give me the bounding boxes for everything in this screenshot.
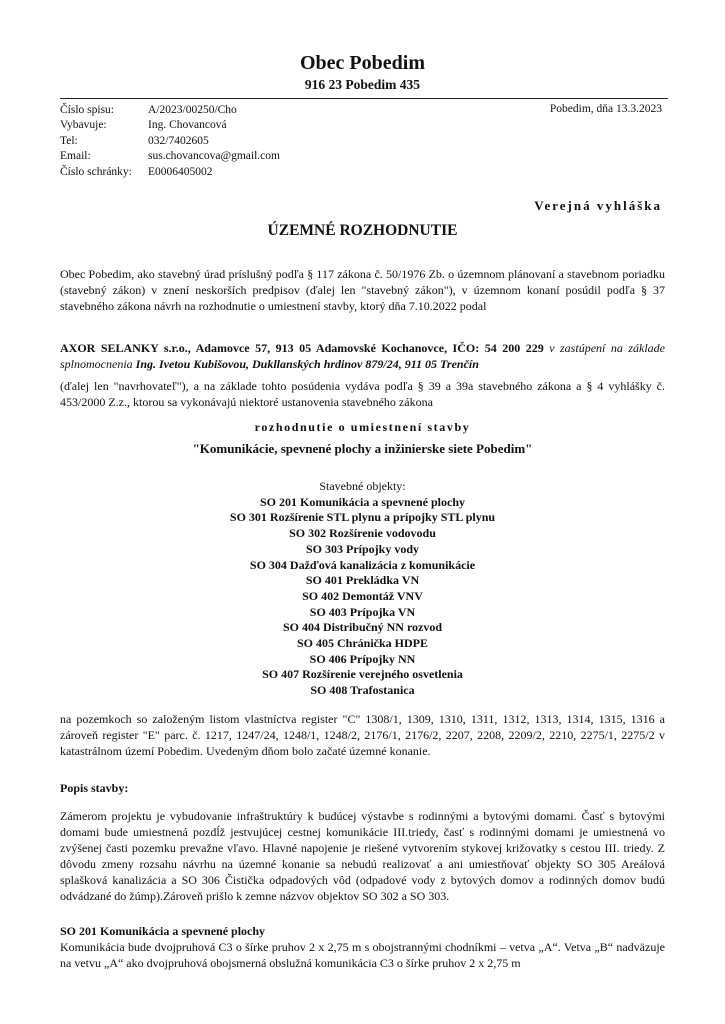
file-metadata: [60, 103, 368, 180]
applicant-representation: v zastúpení na základe splnomocnenia: [60, 341, 665, 371]
meta-label: Tel:: [60, 134, 78, 147]
object-item: SO 404 Distribučný NN rozvod: [282, 620, 443, 635]
municipality-address: 916 23 Pobedim 435: [304, 77, 421, 92]
applicant-representative: Ing. Ivetou Kubišovou, Dukllanských hrdinov 879/24, 911 05 Trenčín: [135, 357, 479, 371]
meta-label: Vybavuje:: [60, 119, 107, 132]
object-item: SO 304 Dažďová kanalizácia z komunikácie: [249, 557, 476, 572]
meta-value: A/2023/00250/Cho: [148, 104, 237, 116]
meta-value: 032/7402605: [148, 134, 209, 147]
object-item: SO 407 Rozšírenie verejného osvetlenia: [262, 667, 463, 682]
object-item: SO 402 Demontáž VNV: [302, 588, 423, 603]
meta-label: Číslo schránky:: [60, 165, 132, 178]
meta-row: [60, 134, 368, 149]
so201-heading: SO 201 Komunikácia a spevnené plochy: [60, 924, 266, 938]
so201-paragraph: Komunikácia bude dvojpruhová C3 o šírke pruhov 2 x 2,75 m s obojstrannými chodníkmi – vetva „A“. Vetva „B“ nadväzuje na vetvu „A“ ako dvojpruhová obojsmerná obslužná komunikácia C3 o šírke pruhov 2 x 2,75 m: [60, 940, 665, 970]
object-item: SO 303 Prípojky vody: [305, 541, 419, 556]
description-paragraph: Zámerom projektu je vybudovanie infraštruktúry k budúcej výstavbe s rodinnými a bytovými domami. Časť s bytovými domami bude umiestnená pozdĺž jestvujúcej cestnej komunikácie III.triedy, časť s rodinnými domami je umiestnená vo zvýšenej časti pozemku prevažne vľavo. Hlavné napojenie je riešené vytvorením stykovej križovatky s cestou III. triedy. Z dôvodu zmeny rozsahu návrhu na územné konanie sa nebudú realizovať a ani umiestňovať objekty SO 305 Areálová splašková kanalizácia a SO 306 Čistička odpadových vôd (odpadové vody z bytových domov a rodinných domov budú odvádzané do žúmp).Zároveň prišlo k zemne názvov objektov SO 302 a SO 303.: [60, 809, 665, 903]
meta-value: sus.chovancova@gmail.com: [148, 150, 280, 163]
object-item: SO 201 Komunikácia a spevnené plochy: [259, 494, 466, 509]
object-item: SO 408 Trafostanica: [310, 683, 415, 698]
meta-row: [60, 165, 368, 180]
meta-row: [60, 103, 368, 118]
object-item: SO 403 Prípojka VN: [309, 604, 416, 619]
meta-row: [60, 149, 368, 164]
objects-lead: Stavebné objekty:: [319, 479, 406, 493]
object-item: SO 301 Rozšírenie STL plynu a prípojky STL plynu: [229, 510, 496, 525]
header-divider: [60, 98, 668, 99]
object-item: SO 405 Chránička HDPE: [296, 636, 428, 651]
object-item: SO 401 Prekládka VN: [305, 573, 420, 588]
applicant-name: AXOR SELANKY s.r.o., Adamovce 57, 913 05 Adamovské Kochanovce, IČO: 54 200 229: [60, 341, 544, 355]
meta-value: Ing. Chovancová: [148, 119, 227, 132]
object-item: SO 406 Prípojky NN: [309, 651, 416, 666]
intro-paragraph: Obec Pobedim, ako stavebný úrad príslušný podľa § 117 zákona č. 50/1976 Zb. o územnom plánovaní a stavebnom poriadku (stavebný zákon) v znení neskorších predpisov (ďalej len "stavebný zákon"), v územnom konaní posúdil podľa § 37 stavebného zákona návrh na rozhodnutie o umiestnení stavby, ktorý dňa 7.10.2022 podal: [60, 267, 665, 313]
applicant-paragraph: [60, 340, 665, 372]
municipality-title: Obec Pobedim: [300, 52, 425, 74]
meta-label: Číslo spisu:: [60, 104, 115, 116]
meta-value: E0006405002: [148, 165, 213, 178]
decision-heading: rozhodnutie o umiestnení stavby: [254, 420, 471, 434]
project-name: "Komunikácie, spevnené plochy a inžinierske siete Pobedim": [192, 441, 533, 456]
parcels-paragraph: na pozemkoch so založeným listom vlastníctva register "C" 1308/1, 1309, 1310, 1311, 1312, 1313, 1314, 1315, 1316 a zároveň register "E" parc. č. 1217, 1247/24, 1248/1, 1248/2, 2176/1, 2176/2, 2207, 2208, 2209/2, 2210, 2275/1, 2275/2 v katastrálnom území Pobedim. Uvedeným dňom bolo začaté územné konanie.: [60, 712, 665, 758]
decision-basis: (ďalej len "navrhovateľ"), a na základe tohto posúdenia vydáva podľa § 39 a 39a stavebného zákona a § 4 vyhlášky č. 453/2000 Z.z., ktorou sa vykonávajú niektoré ustanovenia stavebného zákona: [60, 379, 665, 409]
construction-objects: [0, 479, 725, 699]
document-date: Pobedim, dňa 13.3.2023: [549, 103, 662, 115]
meta-row: [60, 118, 368, 133]
section-heading: Popis stavby:: [60, 781, 129, 795]
document-title: ÚZEMNÉ ROZHODNUTIE: [267, 222, 458, 239]
notice-type: Verejná vyhláška: [534, 198, 662, 213]
object-item: SO 302 Rozšírenie vodovodu: [289, 526, 436, 541]
meta-label: Email:: [60, 150, 91, 163]
